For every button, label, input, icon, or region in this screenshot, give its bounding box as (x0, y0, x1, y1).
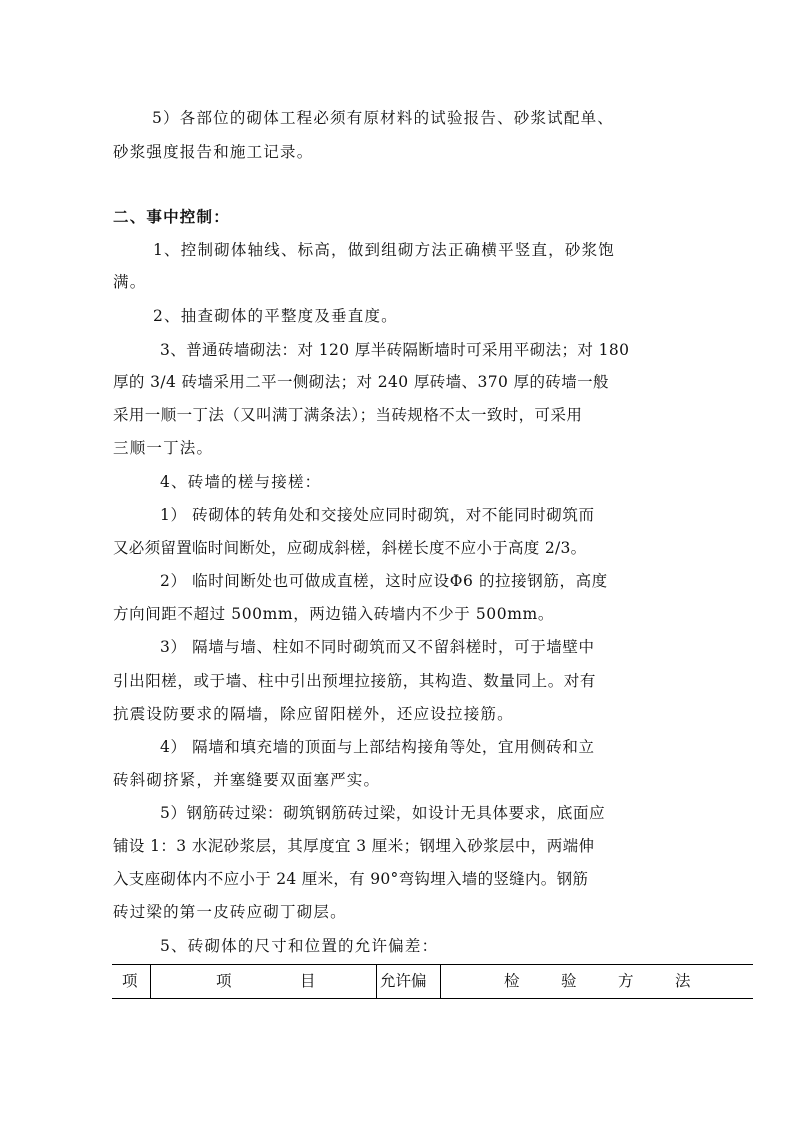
paragraph-line: 1） 砖砌体的转角处和交接处应同时砌筑，对不能同时砌筑而 (160, 506, 595, 524)
paragraph-line: 厚的 3/4 砖墙采用二平一侧砌法；对 240 厚砖墙、370 厚的砖墙一般 (113, 373, 609, 391)
table-divider (376, 965, 377, 998)
paragraph-line: 5、砖砌体的尺寸和位置的允许偏差： (160, 937, 439, 955)
header-cell-item-no: 项 (122, 972, 138, 990)
paragraph-line: 入支座砌体内不应小于 24 厘米，有 90°弯钩埋入墙的竖缝内。钢筋 (113, 870, 589, 888)
paragraph-line: 砖斜砌挤紧，并塞缝要双面塞严实。 (113, 771, 381, 789)
paragraph-line: 采用一顺一丁法（又叫满丁满条法）；当砖规格不太一致时，可采用 (113, 406, 583, 424)
header-cell-method: 法 (675, 972, 691, 990)
paragraph-line: 5）各部位的砌体工程必须有原材料的试验报告、砂浆试配单、 (152, 109, 614, 127)
table-divider (150, 965, 151, 998)
paragraph-line: 砂浆强度报告和施工记录。 (113, 143, 314, 161)
paragraph-line: 3、普通砖墙砌法：对 120 厚半砖隔断墙时可采用平砌法；对 180 (160, 341, 630, 359)
paragraph-line: 又必须留置临时间断处，应砌成斜槎，斜槎长度不应小于高度 2/3。 (113, 539, 587, 557)
paragraph-line: 铺设 1：3 水泥砂浆层，其厚度宜 3 厘米；钢埋入砂浆层中，两端伸 (113, 837, 595, 855)
paragraph-line: 抗震设防要求的隔墙，除应留阳槎外，还应设拉接筋。 (113, 705, 514, 723)
header-cell-method: 方 (618, 972, 634, 990)
paragraph-line: 2） 临时间断处也可做成直槎，这时应设Φ6 的拉接钢筋，高度 (160, 572, 608, 590)
paragraph-line: 2、抽查砌体的平整度及垂直度。 (153, 307, 398, 325)
paragraph-line: 满。 (113, 273, 147, 291)
paragraph-line: 4） 隔墙和填充墙的顶面与上部结构接角等处，宜用侧砖和立 (160, 738, 595, 756)
paragraph-line: 1、控制砌体轴线、标高，做到组砌方法正确横平竖直，砂浆饱 (153, 241, 615, 259)
paragraph-line: 方向间距不超过 500mm，两边锚入砖墙内不少于 500mm。 (113, 605, 554, 623)
paragraph-line: 砖过梁的第一皮砖应砌丁砌层。 (113, 903, 347, 921)
paragraph-line: 三顺一丁法。 (113, 439, 214, 457)
header-cell-method: 检 (504, 972, 520, 990)
header-cell-item: 项 (216, 972, 232, 990)
paragraph-line: 4、砖墙的槎与接槎： (160, 473, 322, 491)
table-divider (440, 965, 441, 998)
paragraph-line: 3） 隔墙与墙、柱如不同时砌筑而又不留斜槎时，可于墙壁中 (160, 638, 595, 656)
header-cell-item: 目 (300, 972, 316, 990)
paragraph-line: 5）钢筋砖过梁：砌筑钢筋砖过梁，如设计无具体要求，底面应 (160, 804, 606, 822)
tolerance-table-header (112, 964, 753, 999)
header-cell-tolerance: 允许偏 (380, 972, 427, 990)
section-heading: 二、事中控制： (113, 208, 230, 226)
header-cell-method: 验 (561, 972, 577, 990)
paragraph-line: 引出阳槎，或于墙、柱中引出预埋拉接筋，其构造、数量同上。对有 (113, 672, 597, 690)
